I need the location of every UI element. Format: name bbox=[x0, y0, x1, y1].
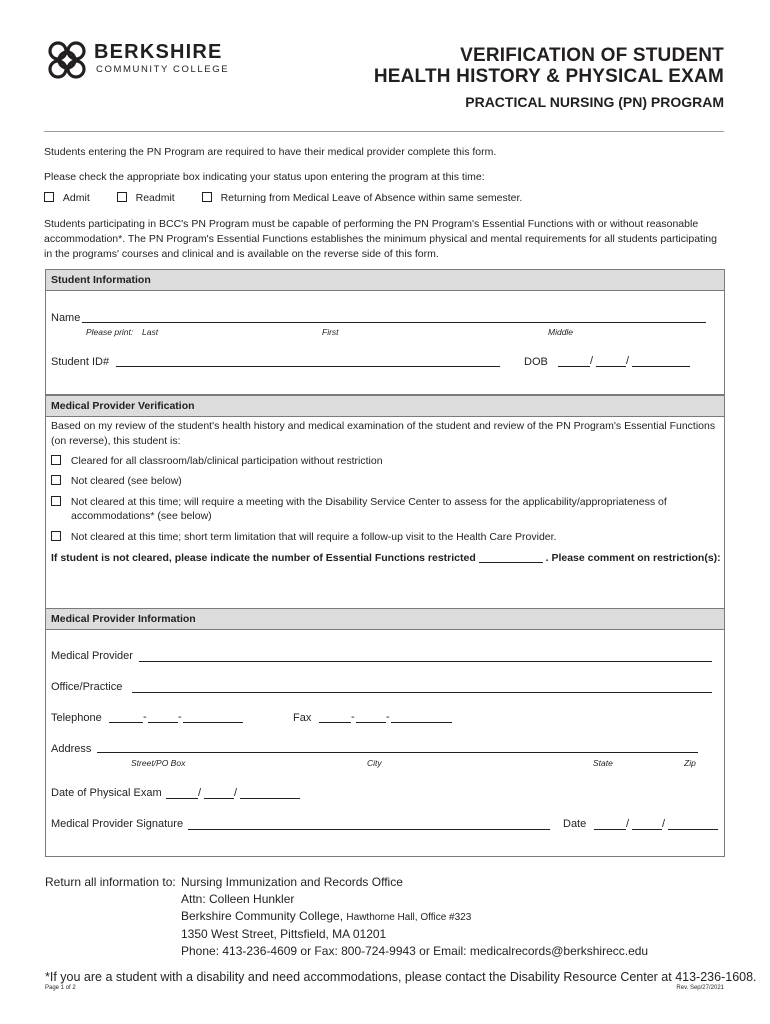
fax-label: Fax bbox=[293, 712, 312, 724]
disability-meeting-label-2: accommodations* (see below) bbox=[71, 510, 212, 522]
hint-last: Last bbox=[142, 327, 159, 337]
address-input[interactable] bbox=[97, 752, 698, 753]
fax-dash-2: - bbox=[386, 711, 390, 723]
ef-line-2: accommodation*. The PN Program's Essential Functions establishes the minimum physical and mental requirements for all students participating bbox=[44, 233, 717, 245]
return-line-3b: Hawthorne Hall, Office #323 bbox=[346, 912, 472, 923]
signature-date-label: Date bbox=[563, 818, 587, 830]
student-information-heading: Student Information bbox=[46, 270, 724, 291]
option-disability-meeting bbox=[51, 495, 723, 523]
restriction-text-b: . Please comment on restriction(s): bbox=[545, 552, 721, 564]
student-id-label: Student ID# bbox=[51, 356, 110, 368]
readmit-checkbox[interactable] bbox=[117, 192, 127, 202]
telephone-prefix-input[interactable] bbox=[148, 722, 178, 723]
essential-functions-paragraph bbox=[44, 217, 734, 262]
fax-area-input[interactable] bbox=[319, 722, 351, 723]
verification-intro bbox=[51, 419, 723, 449]
student-information-section bbox=[45, 269, 725, 395]
disability-note: *If you are a student with a disability and need accommodations, please contact the Disability Resource Center at 413-236-1608. bbox=[45, 970, 757, 984]
signature-input[interactable] bbox=[188, 829, 550, 830]
provider-information-heading: Medical Provider Information bbox=[46, 609, 724, 630]
signature-label: Medical Provider Signature bbox=[51, 818, 184, 830]
disability-meeting-label-1: Not cleared at this time; will require a meeting with the Disability Service Center to assess for the applicability/appropriateness of bbox=[70, 496, 667, 508]
address-label: Address bbox=[51, 743, 92, 755]
fax-dash-1: - bbox=[351, 711, 355, 723]
restriction-count-input[interactable] bbox=[479, 562, 543, 563]
page-number: Page 1 of 2 bbox=[45, 985, 76, 991]
fax-prefix-input[interactable] bbox=[356, 722, 386, 723]
short-term-label: Not cleared at this time; short term limitation that will require a follow-up visit to the Health Care Provider. bbox=[70, 531, 557, 543]
college-logo bbox=[44, 37, 254, 85]
return-line-5: Phone: 413-236-4609 or Fax: 800-724-9943 or Email: medicalrecords@berkshirecc.edu bbox=[181, 944, 649, 958]
dob-year-input[interactable] bbox=[632, 366, 690, 367]
provider-verification-heading: Medical Provider Verification bbox=[46, 396, 724, 417]
telephone-dash-2: - bbox=[178, 711, 182, 723]
hint-state: State bbox=[593, 758, 613, 768]
exam-slash-1: / bbox=[198, 787, 202, 799]
dob-month-input[interactable] bbox=[558, 366, 590, 367]
option-not-cleared bbox=[51, 474, 182, 488]
knot-logo-icon bbox=[44, 37, 90, 83]
restriction-line bbox=[51, 552, 721, 564]
return-line-4: 1350 West Street, Pittsfield, MA 01201 bbox=[181, 927, 387, 941]
revision-date: Rev. Sep/27/2021 bbox=[676, 985, 724, 991]
restriction-text-a: If student is not cleared, please indicate the number of Essential Functions restricted bbox=[51, 552, 476, 564]
exam-month-input[interactable] bbox=[166, 798, 198, 799]
hint-first: First bbox=[322, 327, 339, 337]
title-line-2: HEALTH HISTORY & PHYSICAL EXAM bbox=[373, 66, 724, 87]
hint-zip: Zip bbox=[684, 758, 696, 768]
option-short-term bbox=[51, 530, 556, 544]
signature-month-input[interactable] bbox=[594, 829, 626, 830]
returning-label: Returning from Medical Leave of Absence within same semester. bbox=[220, 192, 523, 204]
telephone-area-input[interactable] bbox=[109, 722, 143, 723]
admit-label: Admit bbox=[62, 192, 90, 204]
option-cleared bbox=[51, 454, 383, 468]
not-cleared-label: Not cleared (see below) bbox=[70, 475, 182, 487]
provider-verification-section bbox=[45, 395, 725, 609]
signature-day-input[interactable] bbox=[632, 829, 662, 830]
restriction-comment-area[interactable] bbox=[51, 570, 719, 604]
intro-paragraph-1: Students entering the PN Program are required to have their medical provider complete this form. bbox=[44, 146, 497, 158]
dob-slash-2: / bbox=[626, 355, 630, 367]
name-input[interactable] bbox=[82, 322, 706, 323]
admit-checkbox[interactable] bbox=[44, 192, 54, 202]
signature-year-input[interactable] bbox=[668, 829, 718, 830]
hint-please-print: Please print: bbox=[86, 327, 134, 337]
return-line-3a: Berkshire Community College, bbox=[181, 909, 344, 923]
form-title bbox=[374, 45, 724, 87]
intro-paragraph-2: Please check the appropriate box indicating your status upon entering the program at this time: bbox=[44, 171, 485, 183]
office-practice-label: Office/Practice bbox=[51, 681, 123, 693]
ef-line-3: in the programs' courses and clinical and is available on the reverse side of this form. bbox=[44, 248, 439, 260]
telephone-line-input[interactable] bbox=[183, 722, 243, 723]
readmit-label: Readmit bbox=[135, 192, 175, 204]
logo-subtitle: COMMUNITY COLLEGE bbox=[96, 64, 230, 75]
telephone-dash-1: - bbox=[143, 711, 147, 723]
exam-slash-2: / bbox=[234, 787, 238, 799]
return-label: Return all information to: bbox=[45, 875, 176, 889]
office-practice-input[interactable] bbox=[132, 692, 712, 693]
student-id-input[interactable] bbox=[116, 366, 500, 367]
provider-information-section bbox=[45, 608, 725, 857]
return-line-2: Attn: Colleen Hunkler bbox=[181, 892, 295, 906]
exam-year-input[interactable] bbox=[240, 798, 300, 799]
not-cleared-checkbox[interactable] bbox=[51, 475, 61, 485]
cleared-checkbox[interactable] bbox=[51, 455, 61, 465]
hint-street: Street/PO Box bbox=[131, 758, 186, 768]
medical-provider-label: Medical Provider bbox=[51, 650, 133, 662]
hint-middle: Middle bbox=[548, 327, 574, 337]
hint-city: City bbox=[367, 758, 382, 768]
return-line-1: Nursing Immunization and Records Office bbox=[181, 875, 403, 889]
logo-name: BERKSHIRE bbox=[94, 41, 223, 63]
header-divider bbox=[44, 131, 724, 132]
dob-label: DOB bbox=[524, 356, 548, 368]
telephone-label: Telephone bbox=[51, 712, 102, 724]
dob-day-input[interactable] bbox=[596, 366, 626, 367]
status-options bbox=[44, 191, 522, 206]
returning-checkbox[interactable] bbox=[202, 192, 212, 202]
exam-date-label: Date of Physical Exam bbox=[51, 787, 162, 799]
verification-intro-line-2: (on reverse), this student is: bbox=[51, 435, 181, 447]
return-line-3 bbox=[181, 908, 648, 926]
medical-provider-input[interactable] bbox=[139, 661, 712, 662]
verification-intro-line-1: Based on my review of the student's health history and medical examination of the student and review of the PN Program's Essential Functions bbox=[51, 420, 716, 432]
exam-day-input[interactable] bbox=[204, 798, 234, 799]
return-address-block bbox=[181, 874, 648, 960]
signature-slash-2: / bbox=[662, 818, 666, 830]
disability-meeting-checkbox[interactable] bbox=[51, 496, 61, 506]
title-line-1: VERIFICATION OF STUDENT bbox=[460, 45, 724, 66]
name-label: Name bbox=[51, 312, 81, 324]
dob-slash-1: / bbox=[590, 355, 594, 367]
signature-slash-1: / bbox=[626, 818, 630, 830]
fax-line-input[interactable] bbox=[391, 722, 452, 723]
ef-line-1: Students participating in BCC's PN Program must be capable of performing the PN Program's Essential Functions with or without reasonable bbox=[44, 218, 699, 230]
cleared-label: Cleared for all classroom/lab/clinical participation without restriction bbox=[70, 455, 383, 467]
short-term-checkbox[interactable] bbox=[51, 531, 61, 541]
program-subtitle: PRACTICAL NURSING (PN) PROGRAM bbox=[465, 94, 724, 110]
